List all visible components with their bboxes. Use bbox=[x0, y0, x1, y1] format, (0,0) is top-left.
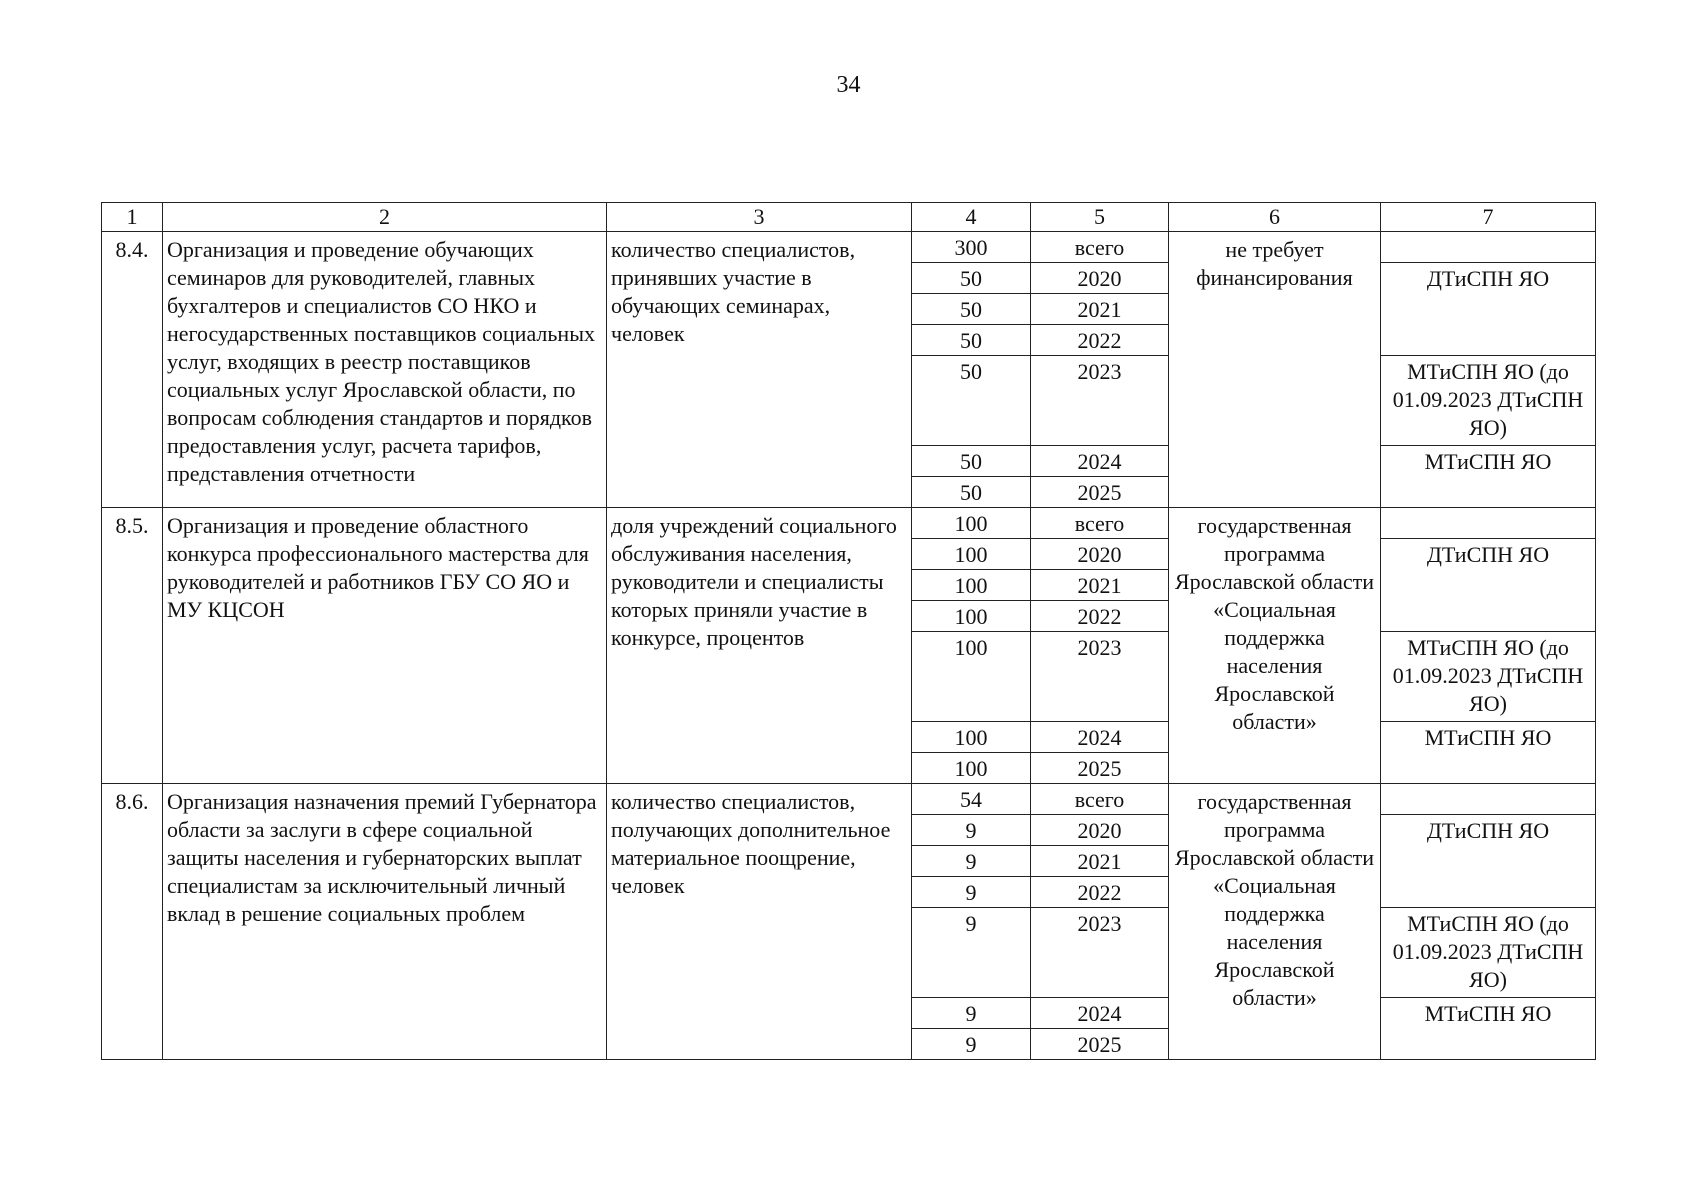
header-cell: 7 bbox=[1381, 203, 1596, 232]
measures-table bbox=[101, 202, 1596, 1060]
value-cell: 9 bbox=[912, 908, 1031, 998]
year-cell: всего bbox=[1031, 784, 1169, 815]
year-cell: 2023 bbox=[1031, 356, 1169, 446]
responsible-executor: МТиСПН ЯО bbox=[1381, 722, 1596, 784]
value-cell: 9 bbox=[912, 846, 1031, 877]
value-cell: 100 bbox=[912, 539, 1031, 570]
responsible-executor: ДТиСПН ЯО bbox=[1381, 815, 1596, 908]
year-cell: 2022 bbox=[1031, 877, 1169, 908]
value-cell: 54 bbox=[912, 784, 1031, 815]
value-cell: 9 bbox=[912, 1029, 1031, 1060]
responsible-executor: МТиСПН ЯО bbox=[1381, 998, 1596, 1060]
table-row bbox=[102, 508, 1596, 539]
value-cell: 50 bbox=[912, 325, 1031, 356]
value-cell: 100 bbox=[912, 570, 1031, 601]
measure-text: Организация и проведение областного конкурса профессионального мастерства для руководителей и работников ГБУ СО ЯО и МУ КЦСОН bbox=[163, 508, 607, 784]
measure-text: Организация назначения премий Губернатора области за заслуги в сфере социальной защиты населения и губернаторских выплат специалистам за исключительный личный вклад в решение социальных проблем bbox=[163, 784, 607, 1060]
value-cell: 50 bbox=[912, 356, 1031, 446]
value-cell: 50 bbox=[912, 263, 1031, 294]
year-cell: 2025 bbox=[1031, 477, 1169, 508]
header-cell: 6 bbox=[1169, 203, 1381, 232]
value-cell: 50 bbox=[912, 477, 1031, 508]
year-cell: 2023 bbox=[1031, 908, 1169, 998]
responsible-empty bbox=[1381, 784, 1596, 815]
year-cell: 2025 bbox=[1031, 753, 1169, 784]
financing-source: государственная программа Ярославской области «Социальная поддержка населения Ярославской области» bbox=[1169, 508, 1381, 784]
year-cell: 2024 bbox=[1031, 446, 1169, 477]
financing-source: не требует финансирования bbox=[1169, 232, 1381, 508]
header-cell: 2 bbox=[163, 203, 607, 232]
financing-source: государственная программа Ярославской области «Социальная поддержка населения Ярославской области» bbox=[1169, 784, 1381, 1060]
indicator-text: доля учреждений социального обслуживания населения, руководители и специалисты которых приняли участие в конкурсе, процентов bbox=[607, 508, 912, 784]
year-cell: всего bbox=[1031, 232, 1169, 263]
responsible-executor: ДТиСПН ЯО bbox=[1381, 539, 1596, 632]
year-cell: 2023 bbox=[1031, 632, 1169, 722]
responsible-executor: МТиСПН ЯО (до 01.09.2023 ДТиСПН ЯО) bbox=[1381, 356, 1596, 446]
year-cell: 2020 bbox=[1031, 263, 1169, 294]
value-cell: 100 bbox=[912, 632, 1031, 722]
value-cell: 50 bbox=[912, 294, 1031, 325]
header-cell: 3 bbox=[607, 203, 912, 232]
header-row bbox=[102, 203, 1596, 232]
item-number: 8.5. bbox=[102, 508, 163, 784]
value-cell: 100 bbox=[912, 508, 1031, 539]
header-cell: 4 bbox=[912, 203, 1031, 232]
responsible-executor: МТиСПН ЯО (до 01.09.2023 ДТиСПН ЯО) bbox=[1381, 908, 1596, 998]
year-cell: 2025 bbox=[1031, 1029, 1169, 1060]
item-number: 8.6. bbox=[102, 784, 163, 1060]
year-cell: 2021 bbox=[1031, 846, 1169, 877]
year-cell: всего bbox=[1031, 508, 1169, 539]
value-cell: 9 bbox=[912, 877, 1031, 908]
year-cell: 2024 bbox=[1031, 998, 1169, 1029]
indicator-text: количество специалистов, получающих дополнительное материальное поощрение, человек bbox=[607, 784, 912, 1060]
year-cell: 2020 bbox=[1031, 815, 1169, 846]
table-row bbox=[102, 232, 1596, 263]
header-cell: 5 bbox=[1031, 203, 1169, 232]
year-cell: 2022 bbox=[1031, 325, 1169, 356]
page-number: 34 bbox=[836, 72, 861, 98]
responsible-empty bbox=[1381, 232, 1596, 263]
value-cell: 100 bbox=[912, 753, 1031, 784]
responsible-executor: ДТиСПН ЯО bbox=[1381, 263, 1596, 356]
year-cell: 2022 bbox=[1031, 601, 1169, 632]
value-cell: 100 bbox=[912, 601, 1031, 632]
year-cell: 2021 bbox=[1031, 294, 1169, 325]
value-cell: 50 bbox=[912, 446, 1031, 477]
indicator-text: количество специалистов, принявших участие в обучающих семинарах, человек bbox=[607, 232, 912, 508]
value-cell: 9 bbox=[912, 815, 1031, 846]
year-cell: 2021 bbox=[1031, 570, 1169, 601]
responsible-executor: МТиСПН ЯО bbox=[1381, 446, 1596, 508]
year-cell: 2020 bbox=[1031, 539, 1169, 570]
value-cell: 300 bbox=[912, 232, 1031, 263]
responsible-executor: МТиСПН ЯО (до 01.09.2023 ДТиСПН ЯО) bbox=[1381, 632, 1596, 722]
value-cell: 9 bbox=[912, 998, 1031, 1029]
measure-text: Организация и проведение обучающих семинаров для руководителей, главных бухгалтеров и специалистов СО НКО и негосударственных поставщиков социальных услуг, входящих в реестр поставщиков социальных услуг Ярославской области, по вопросам соблюдения стандартов и порядков предоставления услуг, расчета тарифов, представления отчетности bbox=[163, 232, 607, 508]
year-cell: 2024 bbox=[1031, 722, 1169, 753]
item-number: 8.4. bbox=[102, 232, 163, 508]
header-cell: 1 bbox=[102, 203, 163, 232]
table-row bbox=[102, 784, 1596, 815]
responsible-empty bbox=[1381, 508, 1596, 539]
value-cell: 100 bbox=[912, 722, 1031, 753]
